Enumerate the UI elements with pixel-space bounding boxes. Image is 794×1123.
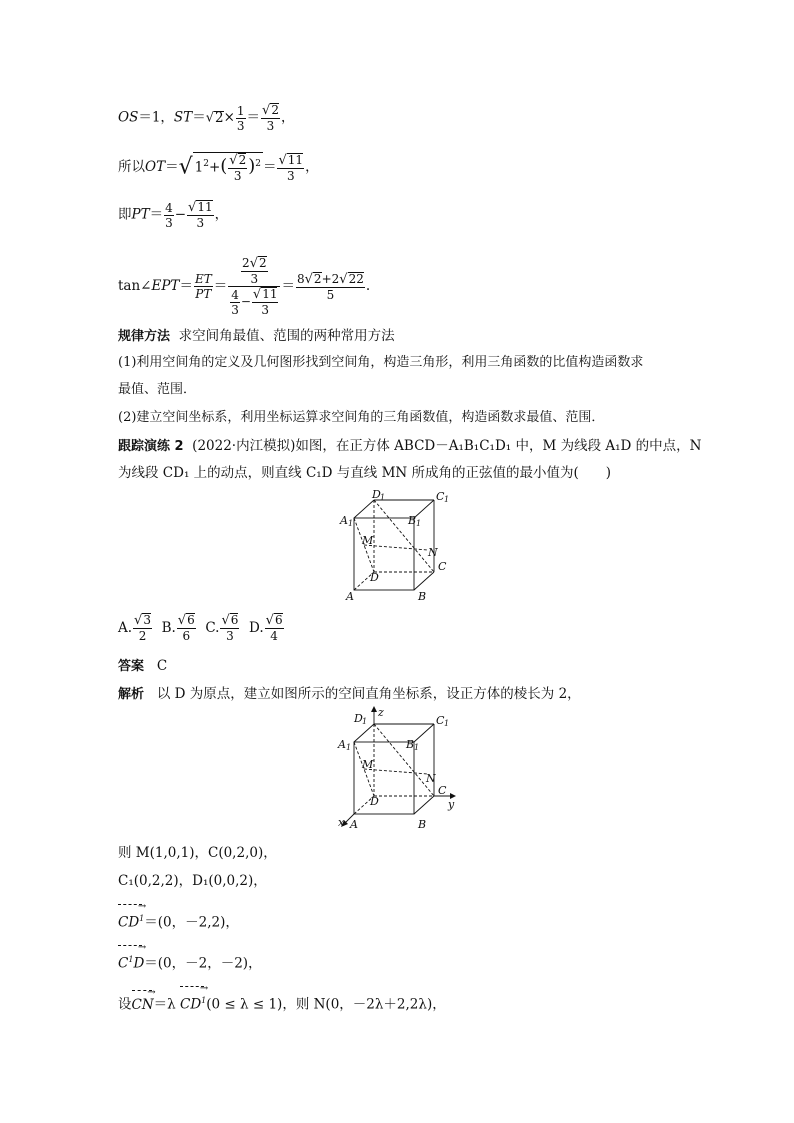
coords-line2: C₁(0,2,2)，D₁(0,0,2)， — [118, 873, 267, 889]
cube-axes-figure — [334, 706, 464, 834]
answer-options — [118, 613, 285, 649]
svg-text:x: x — [338, 816, 345, 829]
formula-os-st: OS＝1，ST＝√2× $\frac{1}{3}$ ＝ $\frac{√2}{3}$ ， — [118, 103, 295, 133]
method-heading: 规律方法 — [118, 329, 171, 344]
coords-line1: 则 M(1,0,1)，C(0,2,0)， — [118, 845, 277, 861]
svg-text:D: D — [370, 571, 379, 584]
method-heading-line — [118, 326, 395, 347]
svg-text:B: B — [418, 590, 427, 603]
method-title: 求空间角最值、范围的两种常用方法 — [178, 328, 395, 344]
vector-c1d: → $C^1D=(0$，－2，－2)， — [118, 944, 262, 974]
option-c[interactable]: C. $\frac{√6}{3}$ — [205, 613, 239, 643]
option-b[interactable]: B. $\frac{√6}{6}$ — [161, 613, 195, 643]
method-p1b: 最值、范围． — [118, 382, 197, 397]
answer-value: C — [156, 658, 168, 674]
svg-text:D: D — [354, 712, 363, 725]
svg-text:A: A — [350, 818, 358, 831]
svg-text:1: 1 — [346, 743, 352, 752]
svg-text:B: B — [406, 738, 415, 751]
svg-text:C: C — [436, 714, 445, 727]
formula-ot: 所以OT＝√ $1^2+$( $\frac{√2}{3}$ )$^2$ ＝ $\frac{√11}{3}$ ， — [118, 152, 319, 183]
svg-text:C: C — [438, 784, 447, 797]
cube-front-face — [354, 518, 414, 590]
method-p2: (2)建立空间坐标系，利用坐标运算求空间角的三角函数值，构造函数求最值、范围． — [118, 410, 605, 425]
vector-cn: 设→ $CN=\lambda \to CD^1(0 \le \lambda \le 1)$，则 N(0，－2λ＋2,2λ)， — [118, 985, 446, 1015]
svg-text:B: B — [408, 514, 417, 527]
svg-text:1: 1 — [348, 519, 354, 528]
svg-text:A: A — [338, 738, 346, 751]
exercise-line2: 为线段 CD₁ 上的动点，则直线 C₁D 与直线 MN 所成角的正弦值的最小值为( ) — [118, 465, 612, 481]
option-d[interactable]: D. $\frac{√6}{4}$ — [249, 613, 283, 643]
svg-text:1: 1 — [362, 717, 368, 726]
svg-text:M: M — [362, 758, 374, 771]
exercise-heading: 跟踪演练 2 — [118, 439, 184, 454]
svg-text:M: M — [362, 534, 374, 547]
option-a[interactable]: A. $\frac{√3}{2}$ — [118, 613, 151, 643]
svg-text:A: A — [346, 590, 354, 603]
fraction: $\frac{√2}{3}$ — [262, 103, 279, 133]
cube-figure — [336, 488, 460, 606]
svg-text:D: D — [370, 795, 379, 808]
formula-tan: tan∠EPT＝ $\frac{ET}{PT}$ ＝ $\frac{2√2}{3}$ $\frac{4}{3}$ − $\frac{√11}{3}$ ＝ $\frac{8√2+2√22}{5}$ . — [118, 256, 371, 317]
answer-line: 答案 C — [118, 658, 168, 674]
svg-text:y: y — [448, 798, 455, 811]
svg-text:C: C — [436, 490, 445, 503]
fraction: $\frac{√11}{3}$ — [278, 152, 304, 183]
formula-pt: 即PT＝ $\frac{4}{3}$ − $\frac{√11}{3}$ ， — [118, 200, 229, 230]
analysis-line: 解析 以 D 为原点，建立如图所示的空间直角坐标系，设正方体的棱长为 2， — [118, 686, 581, 702]
svg-text:1: 1 — [416, 519, 422, 528]
svg-text:C: C — [438, 560, 447, 573]
svg-text:1: 1 — [414, 743, 420, 752]
svg-text:N: N — [426, 772, 436, 785]
exercise-line1: 跟踪演练 2 (2022·内江模拟)如图，在正方体 ABCD－A₁B₁C₁D₁ 中，M 为线段 A₁D 的中点，N — [118, 438, 702, 454]
svg-text:B: B — [418, 818, 427, 831]
svg-text:1: 1 — [444, 719, 450, 728]
svg-text:N: N — [428, 546, 438, 559]
fraction: $\frac{1}{3}$ — [236, 103, 245, 133]
svg-text:D: D — [372, 488, 381, 501]
svg-text:1: 1 — [380, 493, 386, 502]
method-p1a: (1)利用空间角的定义及几何图形找到空间角，构造三角形，利用三角函数的比值构造函数求 — [118, 355, 644, 370]
svg-text:A: A — [340, 514, 348, 527]
svg-text:1: 1 — [444, 495, 450, 504]
vector-cd1: → $CD^1=(0$，－2,2)， — [118, 903, 239, 933]
svg-text:z: z — [378, 706, 384, 719]
